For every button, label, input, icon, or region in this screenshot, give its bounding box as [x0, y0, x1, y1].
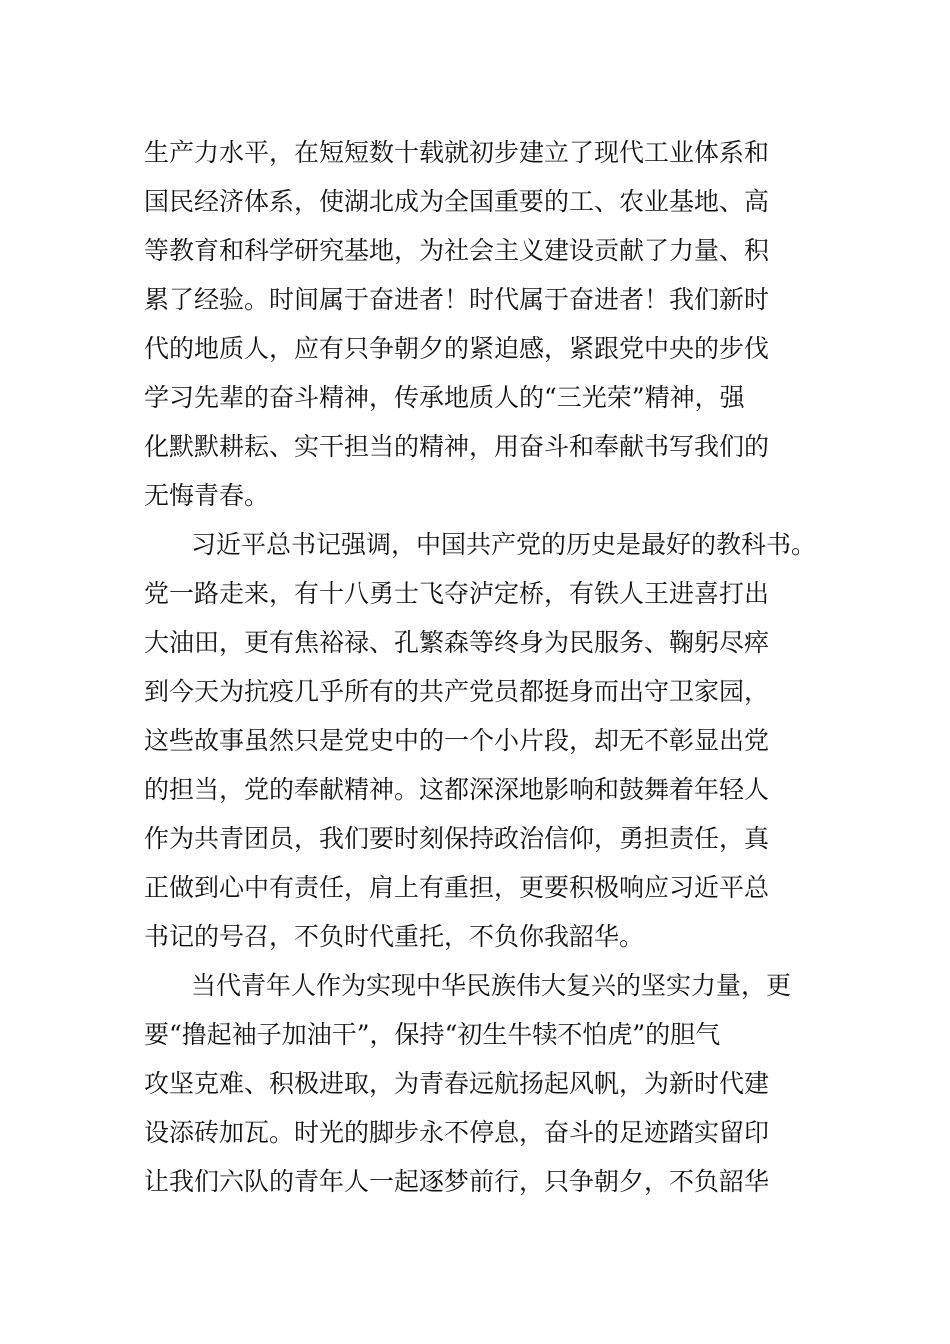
text-line: 无悔青春。	[144, 481, 270, 510]
text-line: 这些故事虽然只是党史中的一个小片段，却无不彰显出党	[144, 726, 770, 755]
text-line: 大油田，更有焦裕禄、孔繁森等终身为民服务、鞠躬尽瘁	[144, 628, 770, 657]
text-line: 累了经验。时间属于奋进者！时代属于奋进者！我们新时	[144, 285, 770, 314]
text-line: 国民经济体系，使湖北成为全国重要的工、农业基地、高	[144, 187, 770, 216]
text-line: 化默默耕耘、实干担当的精神，用奋斗和奉献书写我们的	[144, 432, 770, 461]
text-line: 等教育和科学研究基地，为社会主义建设贡献了力量、积	[144, 236, 770, 265]
text-line: 要“撸起袖子加油干”，保持“初生牛犊不怕虎”的胆气	[144, 1020, 721, 1049]
text-line: 习近平总书记强调，中国共产党的历史是最好的教科书。	[191, 530, 817, 559]
paragraph-3	[144, 961, 844, 1206]
paragraph-1	[144, 128, 844, 520]
text-line: 正做到心中有责任，肩上有重担，更要积极响应习近平总	[144, 873, 770, 902]
document-body	[144, 128, 844, 1206]
text-line: 学习先辈的奋斗精神，传承地质人的“三光荣”精神，强	[144, 383, 745, 412]
text-line: 作为共青团员，我们要时刻保持政治信仰，勇担责任，真	[144, 824, 770, 853]
text-line: 攻坚克难、积极进取，为青春远航扬起风帆，为新时代建	[144, 1069, 770, 1098]
text-line: 书记的号召，不负时代重托，不负你我韶华。	[144, 922, 645, 951]
text-line: 让我们六队的青年人一起逐梦前行，只争朝夕，不负韶华	[144, 1167, 770, 1196]
text-line: 生产力水平，在短短数十载就初步建立了现代工业体系和	[144, 138, 770, 167]
text-line: 党一路走来，有十八勇士飞夺泸定桥，有铁人王进喜打出	[144, 579, 770, 608]
paragraph-2	[144, 520, 844, 961]
text-line: 的担当，党的奉献精神。这都深深地影响和鼓舞着年轻人	[144, 775, 770, 804]
text-line: 设添砖加瓦。时光的脚步永不停息，奋斗的足迹踏实留印	[144, 1118, 770, 1147]
text-line: 到今天为抗疫几乎所有的共产党员都挺身而出守卫家园，	[144, 677, 770, 706]
text-line: 当代青年人作为实现中华民族伟大复兴的坚实力量，更	[191, 971, 792, 1000]
text-line: 代的地质人，应有只争朝夕的紧迫感，紧跟党中央的步伐	[144, 334, 770, 363]
